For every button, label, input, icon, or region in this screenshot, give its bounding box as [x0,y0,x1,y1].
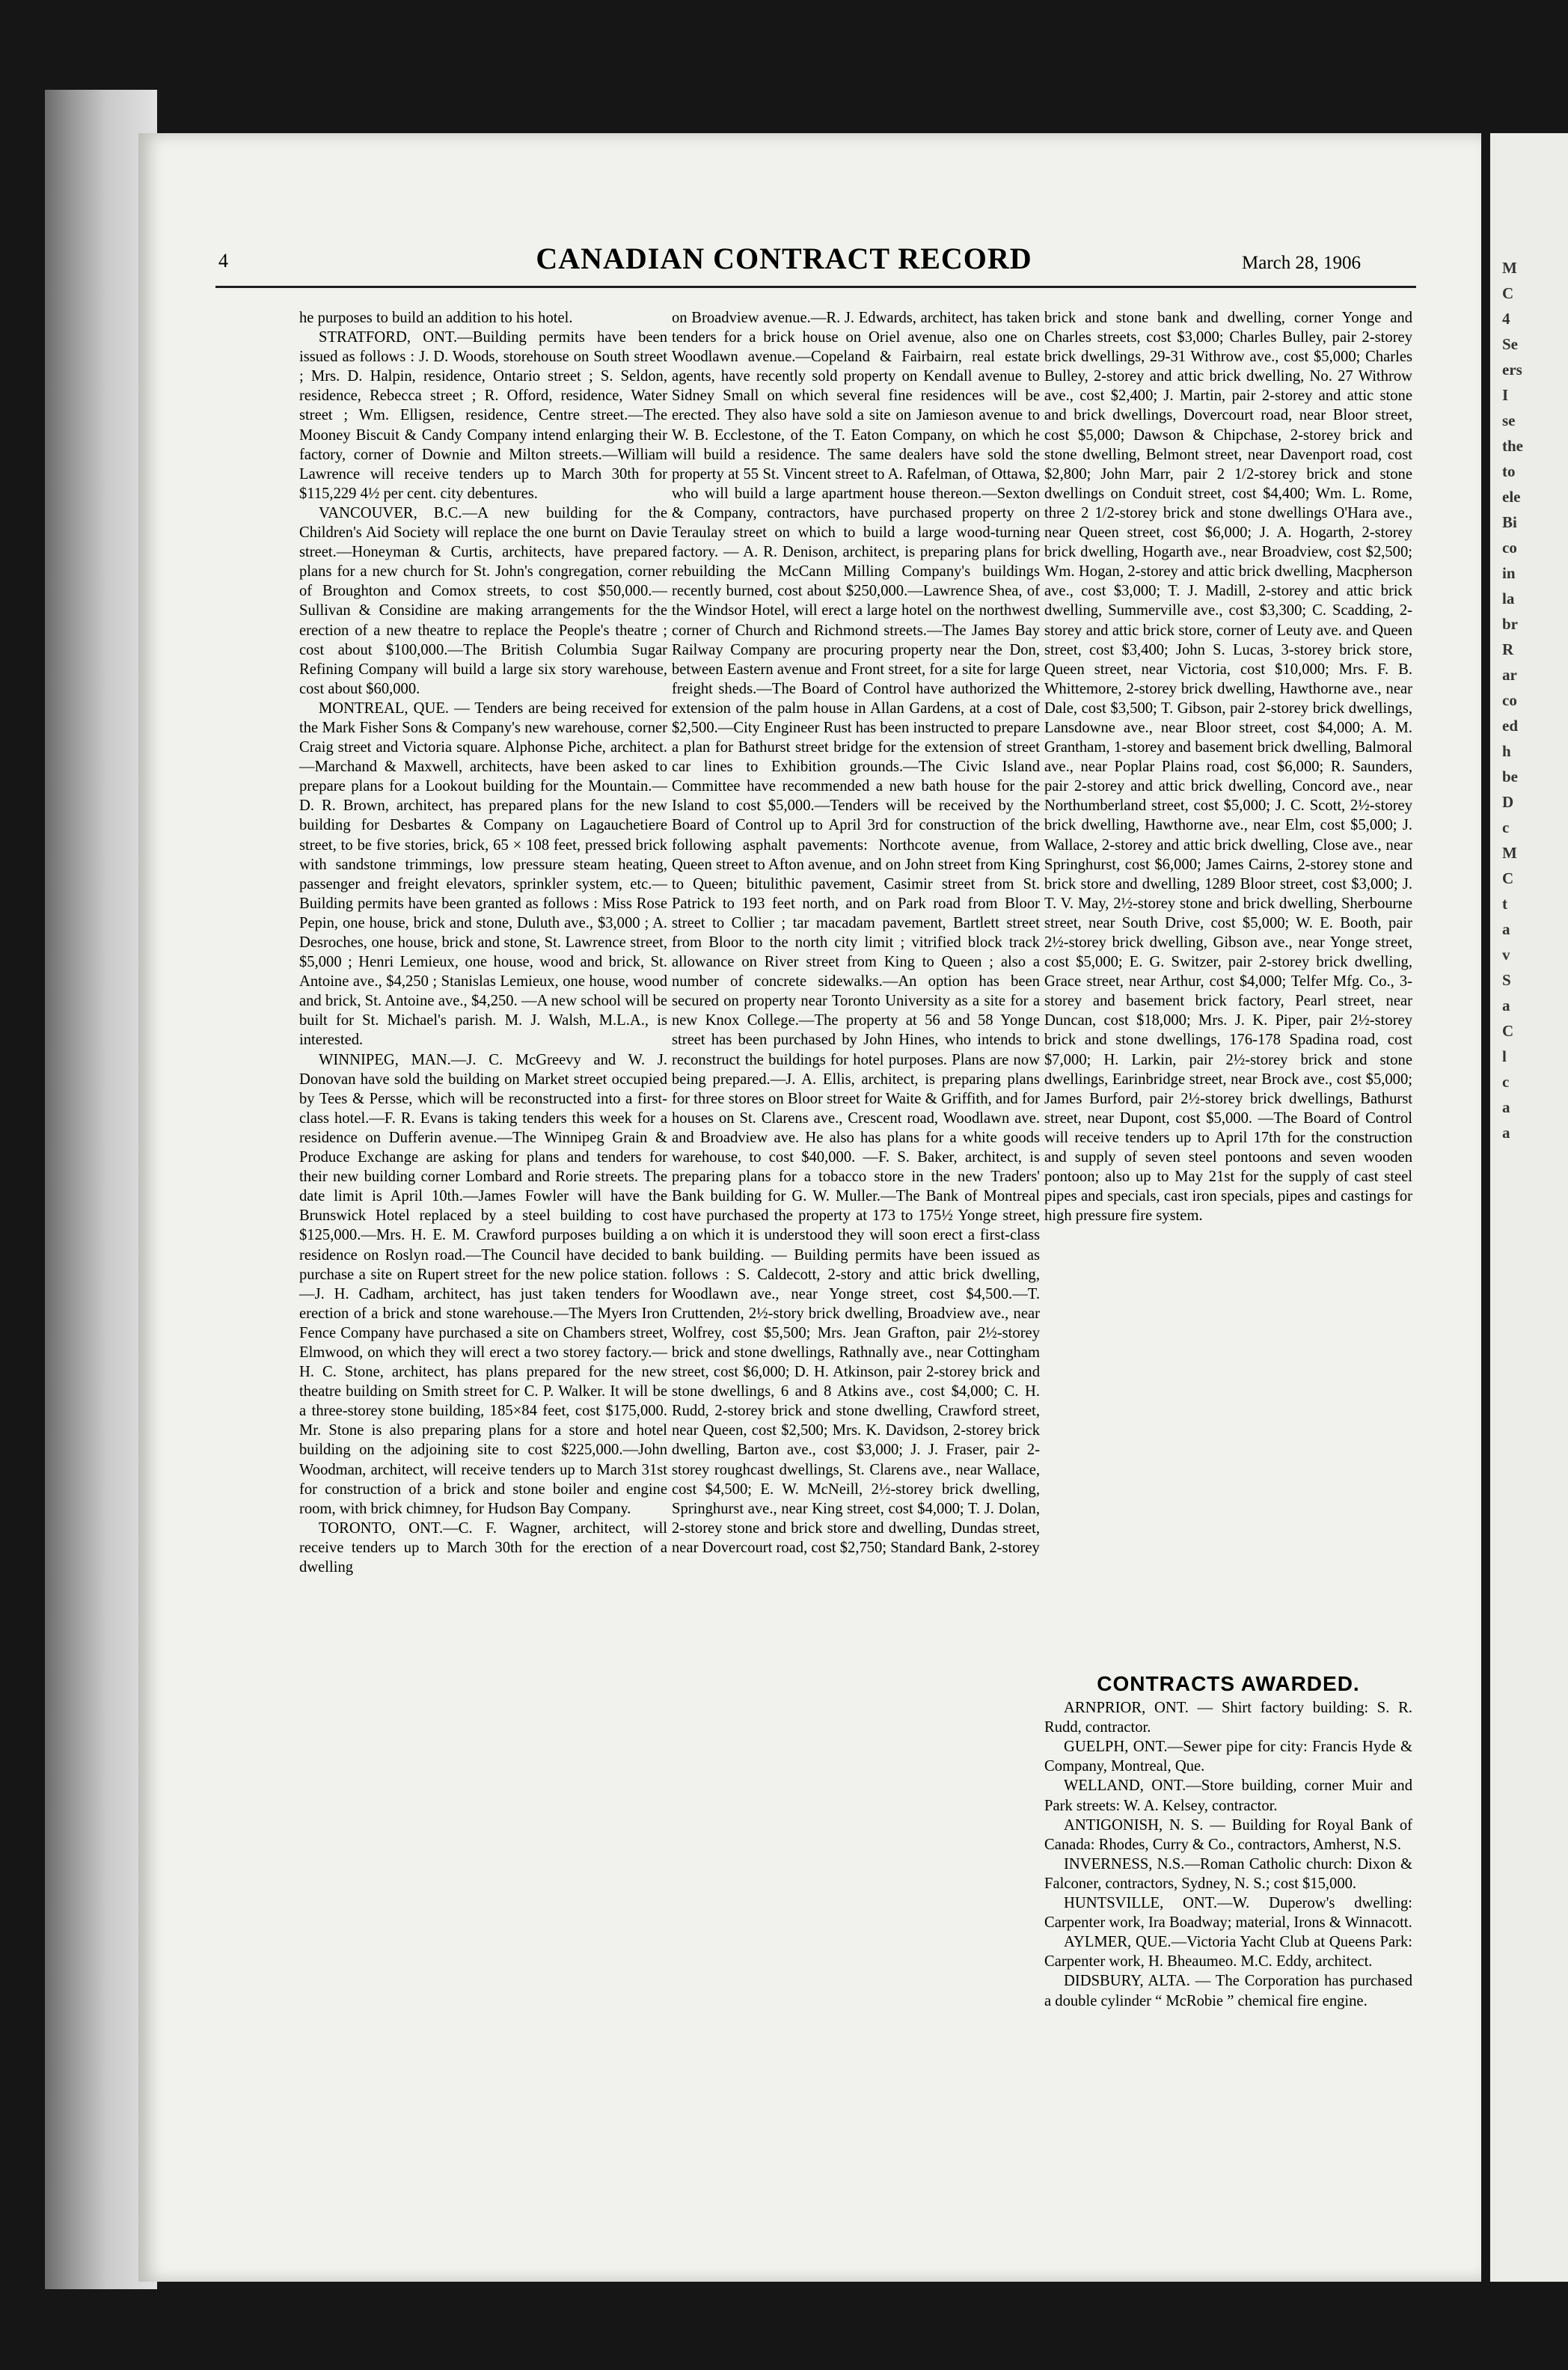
next-page-fragment: R [1502,640,1514,658]
next-page-fragment: the [1502,437,1523,455]
paragraph: TORONTO, ONT.—C. F. Wagner, architect, will receive tenders up to March 30th for the erection of a dwelling [299,1519,667,1576]
next-page-fragment: la [1502,590,1515,607]
next-page-fragment: a [1502,920,1510,938]
next-page-fragment: D [1502,793,1514,811]
paragraph: MONTREAL, QUE. — Tenders are being received for the Mark Fisher Sons & Company's new warehouse, corner Craig street and Victoria square. Alphonse Piche, architect.—Marchand & Maxwell, architects, have been asked to prepare plans for a Lookout building for the Mountain.—D. R. Brown, architect, has prepared plans for the new building for Desbartes & Company on Lagauchetiere street, to be five stories, brick, 65 × 108 feet, pressed brick with sandstone trimmings, low pressure steam heating, passenger and freight elevators, sprinkler system, etc.—Building permits have been granted as follows : Miss Rose Pepin, one house, brick and stone, Duluth ave., $3,000 ; A. Desroches, one house, brick and stone, St. Lawrence street, $5,000 ; Henri Lemieux, one house, wood and brick, St. Antoine ave., $4,250 ; Stanislas Lemieux, one house, wood and brick, St. Antoine ave., $4,250. —A new school will be built for St. Michael's parish. M. J. Walsh, M.L.A., is interested. [299,699,667,1049]
contract-item: ARNPRIOR, ONT. — Shirt factory building: S. R. Rudd, contractor. [1044,1700,1412,1736]
contracts-awarded-section [1044,1674,1412,2011]
contract-item: WELLAND, ONT.—Store building, corner Muir and Park streets: W. A. Kelsey, contractor. [1044,1777,1412,1814]
contract-item: ANTIGONISH, N. S. — Building for Royal Bank of Canada: Rhodes, Curry & Co., contractors, Amherst, N.S. [1044,1816,1412,1853]
next-page-fragment: ed [1502,717,1518,735]
paragraph: VANCOUVER, B.C.—A new building for the Children's Aid Society will replace the one burnt on Davie street.—Honeyman & Curtis, architects, have prepared plans for a new church for St. John's congregation, corner of Broughton and Comox streets, to cost $50,000.—Sullivan & Considine are making arrangements for the erection of a new theatre to replace the People's theatre ; cost about $100,000.—The British Columbia Sugar Refining Company will build a large six story warehouse, cost about $60,000. [299,504,667,697]
issue-date: March 28, 1906 [1242,253,1361,273]
next-page-fragment: a [1502,1124,1510,1142]
next-page-fragment: c [1502,818,1510,836]
next-page-fragment: C [1502,1022,1514,1040]
next-page-fragment: ele [1502,488,1521,506]
section-heading: CONTRACTS AWARDED. [1097,1672,1360,1695]
next-page-fragment: C [1502,869,1514,887]
next-page-fragment: ers [1502,361,1522,379]
contract-item: GUELPH, ONT.—Sewer pipe for city: Francis Hyde & Company, Montreal, Que. [1044,1739,1412,1775]
next-page-fragment: S [1502,971,1511,989]
contract-item: HUNTSVILLE, ONT.—W. Duperow's dwelling: Carpenter work, Ira Boadway; material, Irons & Winnacott. [1044,1895,1412,1932]
column-3 [1044,308,1412,1225]
contract-item: INVERNESS, N.S.—Roman Catholic church: Dixon & Falconer, contractors, Sydney, N. S.; cost $15,000. [1044,1855,1412,1892]
next-page-fragment: br [1502,615,1518,633]
next-page-fragment: c [1502,1073,1510,1091]
next-page-fragment: h [1502,742,1511,760]
next-page-fragment: be [1502,768,1518,786]
next-page-fragment: co [1502,539,1517,557]
next-page-fragment: se [1502,411,1516,429]
next-page-fragment: M [1502,259,1517,277]
paragraph: STRATFORD, ONT.—Building permits have been issued as follows : J. D. Woods, storehouse on South street ; Mrs. D. Halpin, residence, Ontario street ; S. Seldon, residence, Rebecca street ; R. Offord, residence, Water street ; Wm. Elligsen, residence, Centre street.—The Mooney Biscuit & Candy Company intend enlarging their factory, corner of Downie and Milton streets.—William Lawrence will receive tenders up to March 30th for $115,229 4½ per cent. city debentures. [299,329,667,502]
next-page-fragment: Se [1502,335,1518,353]
next-page-fragment: 4 [1502,310,1510,328]
next-page-fragment: to [1502,462,1516,480]
next-page-edge [1490,133,1568,2282]
paragraph: he purposes to build an addition to his hotel. [299,310,573,326]
next-page-fragment: Bi [1502,513,1517,531]
next-page-fragment: ar [1502,666,1517,684]
next-page-fragment: C [1502,284,1514,302]
paragraph: WINNIPEG, MAN.—J. C. McGreevy and W. J. Donovan have sold the building on Market street occupied by Tees & Persse, which will be reconstructed into a first-class hotel.—F. R. Evans is taking tenders this week for a residence on Dufferin avenue.—The Winnipeg Grain & Produce Exchange are asking for plans and tenders for their new building corner Lombard and Rorie streets. The date limit is April 10th.—James Fowler will have the Brunswick Hotel replaced by a steel building to cost $125,000.—Mrs. H. E. M. Crawford purposes building a residence on Roslyn road.—The Council have decided to purchase a site on Rupert street for the new police station.—J. H. Cadham, architect, has just taken tenders for erection of a brick and stone warehouse.—The Myers Iron Fence Company have purchased a site on Chambers street, Elmwood, on which they will erect a two storey factory.—H. C. Stone, architect, has plans prepared for the new theatre building on Smith street for C. P. Walker. It will be a three-storey stone building, 185×84 feet, cost $175,000. Mr. Stone is also preparing plans for a store and hotel building on the adjoining site to cost $225,000.—John Woodman, architect, will receive tenders up to March 31st for construction of a brick and stone boiler and engine room, with brick chimney, for Hudson Bay Company. [299,1051,667,1517]
masthead-title: CANADIAN CONTRACT RECORD [536,242,1032,275]
contract-item: AYLMER, QUE.—Victoria Yacht Club at Queens Park: Carpenter work, H. Bheaumeo. M.C. Eddy, architect. [1044,1934,1412,1971]
next-page-fragment: in [1502,564,1516,582]
next-page-fragment: I [1502,386,1509,404]
next-page-fragment: t [1502,895,1507,913]
header-rule [215,286,1416,288]
next-page-fragment: a [1502,996,1510,1014]
next-page-fragment: v [1502,946,1510,964]
column-2 [672,308,1040,1558]
column-1 [299,308,667,1577]
next-page-fragment: a [1502,1098,1510,1116]
next-page-fragment: co [1502,691,1517,709]
page-number: 4 [218,250,228,272]
paragraph: on Broadview avenue.—R. J. Edwards, architect, has taken tenders for a brick house on Oriel avenue, also one on Woodlawn avenue.—Copeland & Fairbairn, real estate agents, have recently sold property on Kendall avenue to Sidney Small on which several fine residences will be erected. They also have sold a site on Jamieson avenue to W. B. Ecclestone, of the T. Eaton Company, on which he will build a residence. The same dealers have sold the property at 55 St. Vincent street to A. Rafelman, of Ottawa, who will build a large apartment house thereon.—Sexton & Company, contractors, have purchased property on Teraulay street on which to build a large wood-turning factory. — A. R. Denison, architect, is preparing plans for rebuilding the McCann Milling Company's buildings recently burned, cost about $250,000.—Lawrence Shea, of the Windsor Hotel, will erect a large hotel on the northwest corner of Church and Richmond streets.—The James Bay Railway Company are procuring property near the Don, between Eastern avenue and Front street, for a site for large freight sheds.—The Board of Control have authorized the extension of the palm house in Allan Gardens, at a cost of $2,500.—City Engineer Rust has been instructed to prepare a plan for Bathurst street bridge for the extension of street car lines to Exhibition grounds.—The Civic Island Committee have recommended a new bath house for the Island to cost $5,000.—Tenders will be received by the Board of Control up to April 3rd for construction of the following asphalt pavements: Northcote avenue, from Queen street to Afton avenue, and on John street from King to Queen; bitulithic pavement, Casimir street from St. Patrick to 193 feet north, and on Park road from Bloor street to Collier ; tar macadam pavement, Bartlett street from Bloor to the north city limit ; vitrified block track allowance on River street from King to Queen ; also a number of concrete sidewalks.—An option has been secured on property near Toronto University as a site for a new Knox College.—The property at 56 and 58 Yonge street has been purchased by John Hines, who intends to reconstruct the buildings for hotel purposes. Plans are now being prepared.—J. A. Ellis, architect, is preparing plans for three stores on Bloor street for Waite & Griffith, and for houses on St. Clarens ave., Crescent road, Woodlawn ave. and Broadview ave. He also has plans for a white goods warehouse, to cost $40,000. —F. S. Baker, architect, is preparing plans for a tobacco store in the new Traders' Bank building for G. W. Muller.—The Bank of Montreal have purchased the property at 173 to 175½ Yonge street, on which it is understood they will soon erect a first-class bank building. — Building permits have been issued as follows : S. Caldecott, 2-story and attic brick dwelling, Woodlawn ave., near Yonge street, cost $4,500.—T. Cruttenden, 2½-story brick dwelling, Broadview ave., near Wolfrey, cost $5,500; Mrs. Jean Grafton, pair 2½-storey brick and stone dwellings, Rathnally ave., near Cottingham street, cost $6,000; D. H. Atkinson, pair 2-storey brick and stone dwellings, 6 and 8 Atkins ave., cost $4,000; C. H. Rudd, 2-storey brick and stone dwelling, Crawford street, near Queen, cost $2,500; Mrs. K. Davidson, 2-storey brick dwelling, Barton ave., cost $3,000; J. J. Fraser, pair 2-storey roughcast dwellings, St. Clarens ave., near Wallace, cost $4,500; E. W. McNeill, 2½-storey brick dwelling, Springhurst ave., near King street, cost $4,000; T. J. Dolan, 2-storey stone and brick store and dwelling, Dundas street, near Dovercourt road, cost $2,750; Standard Bank, 2-storey [672,310,1040,1556]
paragraph: brick and stone bank and dwelling, corner Yonge and Charles streets, cost $3,000; Charles Bulley, pair 2-storey brick dwellings, 29-31 Withrow ave., cost $5,000; Charles Bulley, 2-storey and attic brick dwelling, No. 27 Withrow ave., cost $2,400; J. Martin, pair 2-storey and attic stone and brick dwellings, Dovercourt road, near Bloor street, cost $5,000; Dawson & Chipchase, 2-storey brick and stone dwelling, Belmont street, near Davenport road, cost $2,800; John Marr, pair 2 1/2-storey brick and stone dwellings on Conduit street, cost $4,400; Wm. L. Rome, three 2 1/2-storey brick and stone dwellings O'Hara ave., near Queen street, cost $6,000; J. A. Hogarth, 2-storey brick dwelling, Hogarth ave., near Broadview, cost $2,500; Wm. Hogan, 2-storey and attic brick dwelling, Macpherson ave., cost $3,000; T. J. Madill, 2-storey and attic brick dwelling, Summerville ave., cost $3,300; C. Scadding, 2-storey and attic brick store, corner of Leuty ave. and Queen street, cost $3,400; John S. Lucas, 3-storey brick store, Queen street, near Victoria, cost $10,000; Mrs. F. B. Whittemore, 2-storey brick dwelling, Hawthorne ave., near Dale, cost $3,500; T. Gibson, pair 2-storey brick dwellings, Lansdowne ave., near Bloor street, cost $4,000; A. M. Grantham, 1-storey and basement brick dwelling, Balmoral ave., near Poplar Plains road, cost $6,000; R. Saunders, pair 2-storey and attic brick dwelling, Concord ave., near Northumberland street, cost $5,000; J. C. Scott, 2½-storey brick dwelling, Hawthorne ave., near Elm, cost $5,000; J. Wallace, 2-storey and attic brick dwelling, Close ave., near Springhurst, cost $6,000; James Cairns, 2-storey stone and brick store and dwelling, 1289 Bloor street, cost $3,000; J. T. V. May, 2½-storey stone and brick dwelling, Sherbourne street, near South Drive, cost $5,000; W. E. Booth, pair 2½-storey brick dwelling, Gibson ave., near Yonge street, cost $5,000; E. G. Switzer, pair 2-storey brick dwelling, Grace street, near Arthur, cost $4,000; Telfer Mfg. Co., 3-storey and basement brick factory, Pearl street, near Duncan, cost $18,000; Mrs. J. K. Piper, pair 2½-storey brick and stone dwellings, 176-178 Spadina road, cost $7,000; H. Larkin, pair 2½-storey brick and stone dwellings, Earinbridge street, near Brock ave., cost $5,000; James Burford, pair 2½-storey brick dwellings, Bathurst street, near Dupont, cost $5,000. —The Board of Control will receive tenders up to April 17th for the construction and supply of seven steel pontoons and seven wooden pontoon; also up to May 21st for the supply of cast steel pipes and specials, cast iron specials, pipes and castings for high pressure fire system. [1044,310,1412,1225]
next-page-fragment: l [1502,1047,1507,1065]
next-page-fragment: M [1502,844,1517,862]
contract-item: DIDSBURY, ALTA. — The Corporation has purchased a double cylinder “ McRobie ” chemical fire engine. [1044,1973,1412,2009]
